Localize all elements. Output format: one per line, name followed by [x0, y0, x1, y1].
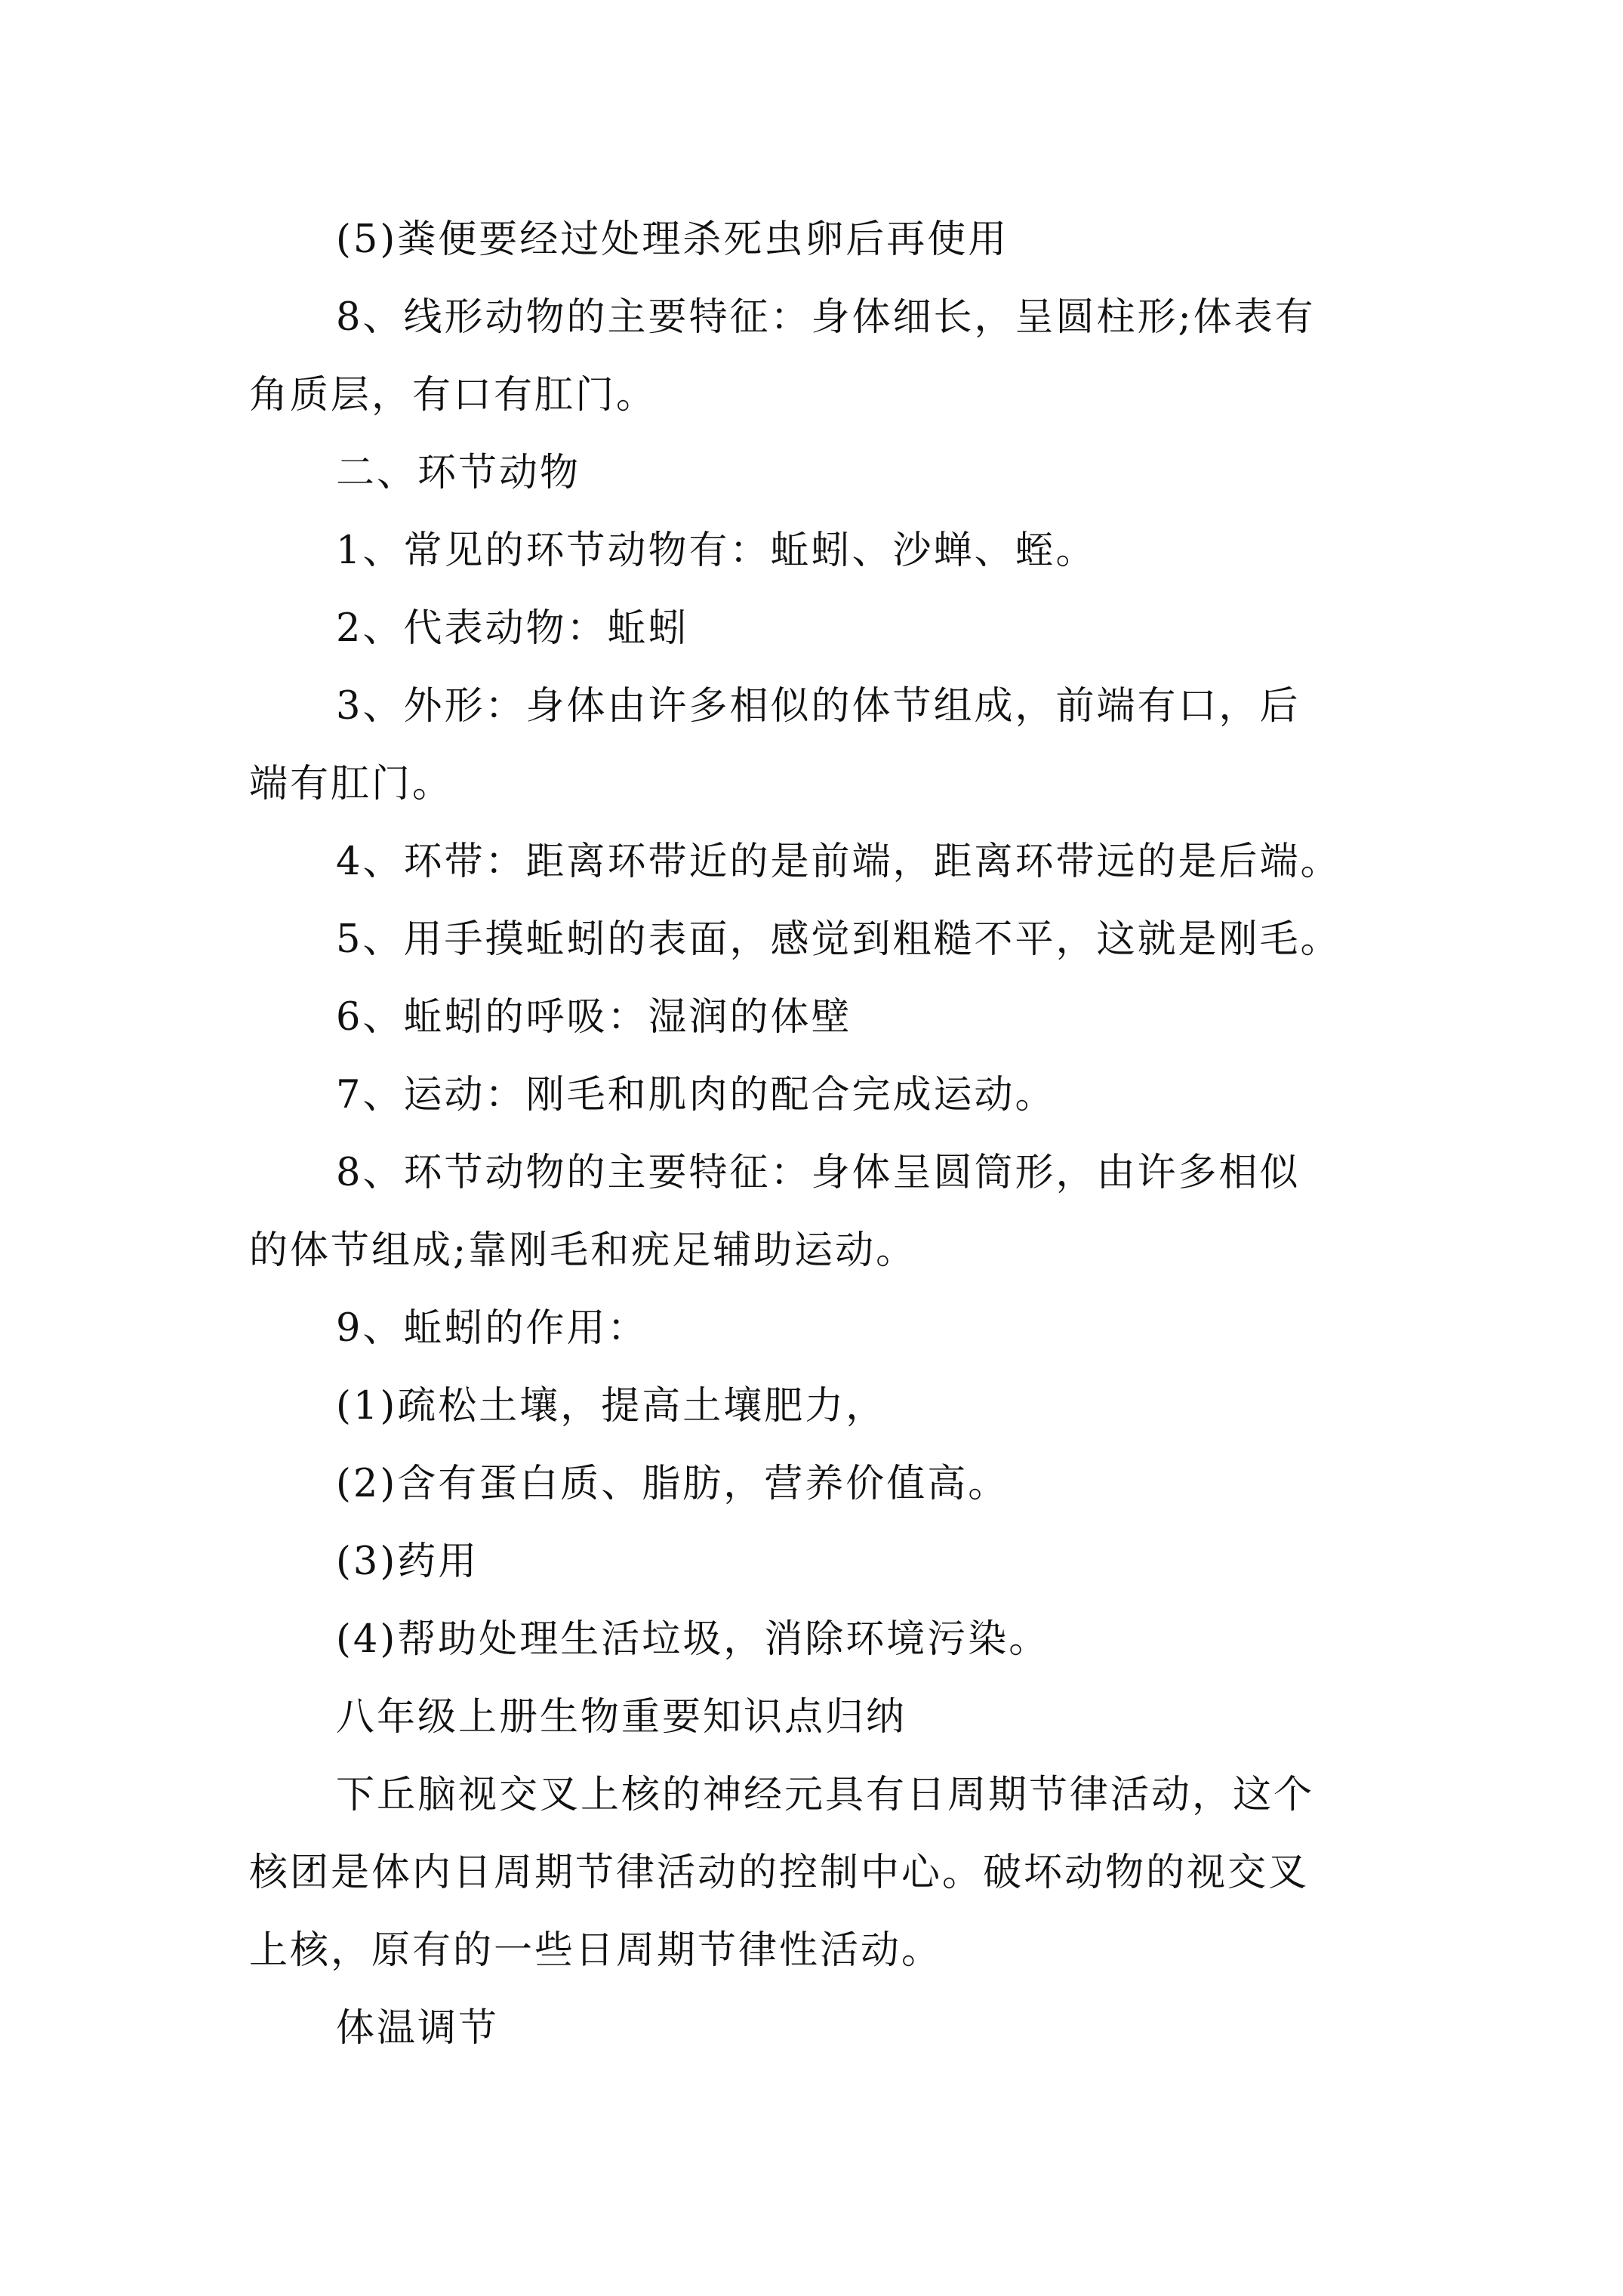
- text-line-2: 8、线形动物的主要特征：身体细长，呈圆柱形;体表有: [336, 295, 1316, 340]
- text-line-13: 8、环节动物的主要特征：身体呈圆筒形，由许多相似: [336, 1151, 1301, 1195]
- text-line-6: 2、代表动物：蚯蚓: [336, 606, 689, 651]
- section-heading-annelids: 二、环节动物: [336, 451, 581, 495]
- text-line-3: 角质层，有口有肛门。: [249, 373, 658, 418]
- text-line-1: (5)粪便要经过处理杀死虫卵后再使用: [336, 217, 1009, 262]
- text-line-7: 3、外形：身体由许多相似的体节组成，前端有口，后: [336, 684, 1301, 729]
- text-line-8: 端有肛门。: [249, 762, 454, 806]
- text-line-19: (4)帮助处理生活垃圾，消除环境污染。: [336, 1617, 1050, 1662]
- text-line-18: (3)药用: [336, 1539, 479, 1584]
- text-line-10: 5、用手摸蚯蚓的表面，感觉到粗糙不平，这就是刚毛。: [336, 917, 1341, 962]
- text-line-16: (1)疏松土壤，提高土壤肥力，: [336, 1384, 887, 1428]
- text-line-17: (2)含有蛋白质、脂肪，营养价值高。: [336, 1462, 1009, 1506]
- text-line-23: 上核，原有的一些日周期节律性活动。: [249, 1928, 943, 1973]
- text-line-9: 4、环带：距离环带近的是前端，距离环带远的是后端。: [336, 840, 1341, 884]
- section-heading-thermoregulation: 体温调节: [336, 2006, 500, 2051]
- text-line-11: 6、蚯蚓的呼吸：湿润的体壁: [336, 995, 852, 1040]
- text-line-5: 1、常见的环节动物有：蚯蚓、沙蝉、蛭。: [336, 529, 1097, 573]
- text-line-14: 的体节组成;靠刚毛和疣足辅助运动。: [249, 1228, 917, 1273]
- text-line-22: 核团是体内日周期节律活动的控制中心。破坏动物的视交叉: [249, 1851, 1310, 1895]
- text-line-21: 下丘脑视交叉上核的神经元具有日周期节律活动，这个: [336, 1773, 1315, 1817]
- text-line-15: 9、蚯蚓的作用：: [336, 1306, 648, 1351]
- section-heading-summary: 八年级上册生物重要知识点归纳: [336, 1695, 907, 1740]
- text-line-12: 7、运动：刚毛和肌肉的配合完成运动。: [336, 1073, 1056, 1117]
